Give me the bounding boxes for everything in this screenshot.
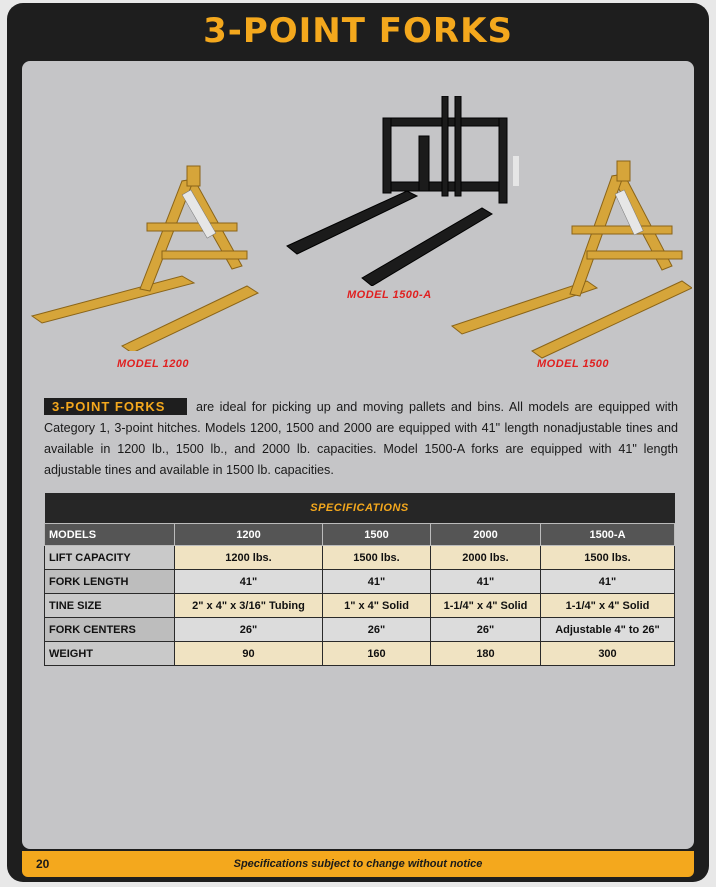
row-label: FORK CENTERS bbox=[45, 618, 175, 642]
table-cell: 90 bbox=[175, 642, 323, 666]
brochure-frame bbox=[7, 3, 709, 882]
row-label: TINE SIZE bbox=[45, 594, 175, 618]
column-header: 1500 bbox=[323, 524, 431, 546]
table-cell: 1500 lbs. bbox=[323, 546, 431, 570]
table-cell: 2" x 4" x 3/16" Tubing bbox=[175, 594, 323, 618]
model-1500-photo bbox=[442, 156, 692, 361]
table-cell: 41" bbox=[431, 570, 541, 594]
row-label: LIFT CAPACITY bbox=[45, 546, 175, 570]
table-cell: 26" bbox=[175, 618, 323, 642]
intro-tag: 3-POINT FORKS bbox=[44, 398, 187, 415]
column-header: MODELS bbox=[45, 524, 175, 546]
table-row bbox=[45, 594, 675, 618]
footer-notice: Specifications subject to change without notice bbox=[233, 858, 483, 870]
table-cell: 1500 lbs. bbox=[541, 546, 675, 570]
footer-bar bbox=[22, 851, 694, 877]
specifications-heading-row bbox=[45, 493, 675, 524]
specifications-table bbox=[44, 493, 675, 666]
table-cell: 1-1/4" x 4" Solid bbox=[431, 594, 541, 618]
row-label: WEIGHT bbox=[45, 642, 175, 666]
table-row bbox=[45, 642, 675, 666]
table-cell: 2000 lbs. bbox=[431, 546, 541, 570]
caption-model-1500a: MODEL 1500-A bbox=[347, 289, 432, 301]
table-row bbox=[45, 618, 675, 642]
table-cell: 26" bbox=[431, 618, 541, 642]
table-cell: 41" bbox=[541, 570, 675, 594]
column-header: 1200 bbox=[175, 524, 323, 546]
row-label: FORK LENGTH bbox=[45, 570, 175, 594]
column-header-row bbox=[45, 524, 675, 546]
table-cell: 26" bbox=[323, 618, 431, 642]
intro-paragraph bbox=[44, 397, 678, 481]
table-row bbox=[45, 546, 675, 570]
table-cell: 1200 lbs. bbox=[175, 546, 323, 570]
table-cell: 180 bbox=[431, 642, 541, 666]
intro-text: are ideal for picking up and moving pallets and bins. All models are equipped with Category 1, 3-point hitches. Models 1200, 1500 and 2000 are equipped with 41" length nonadjustable tines and available in 1200 lb., 1500 lb., and 2000 lb. capacities. Model 1500-A forks are equipped with 41" length adjustable tines and available in 1500 lb. capacities. bbox=[44, 400, 678, 477]
table-row bbox=[45, 570, 675, 594]
page-title: 3-POINT FORKS bbox=[203, 11, 513, 51]
caption-model-1500: MODEL 1500 bbox=[537, 358, 610, 370]
model-1200-photo bbox=[22, 141, 272, 351]
table-cell: 1-1/4" x 4" Solid bbox=[541, 594, 675, 618]
table-cell: 41" bbox=[323, 570, 431, 594]
table-cell: Adjustable 4" to 26" bbox=[541, 618, 675, 642]
column-header: 1500-A bbox=[541, 524, 675, 546]
table-cell: 1" x 4" Solid bbox=[323, 594, 431, 618]
table-cell: 41" bbox=[175, 570, 323, 594]
page-number: 20 bbox=[36, 857, 50, 871]
column-header: 2000 bbox=[431, 524, 541, 546]
table-cell: 300 bbox=[541, 642, 675, 666]
caption-model-1200: MODEL 1200 bbox=[117, 358, 190, 370]
content-panel bbox=[22, 61, 694, 849]
table-cell: 160 bbox=[323, 642, 431, 666]
specifications-heading: SPECIFICATIONS bbox=[45, 493, 675, 524]
